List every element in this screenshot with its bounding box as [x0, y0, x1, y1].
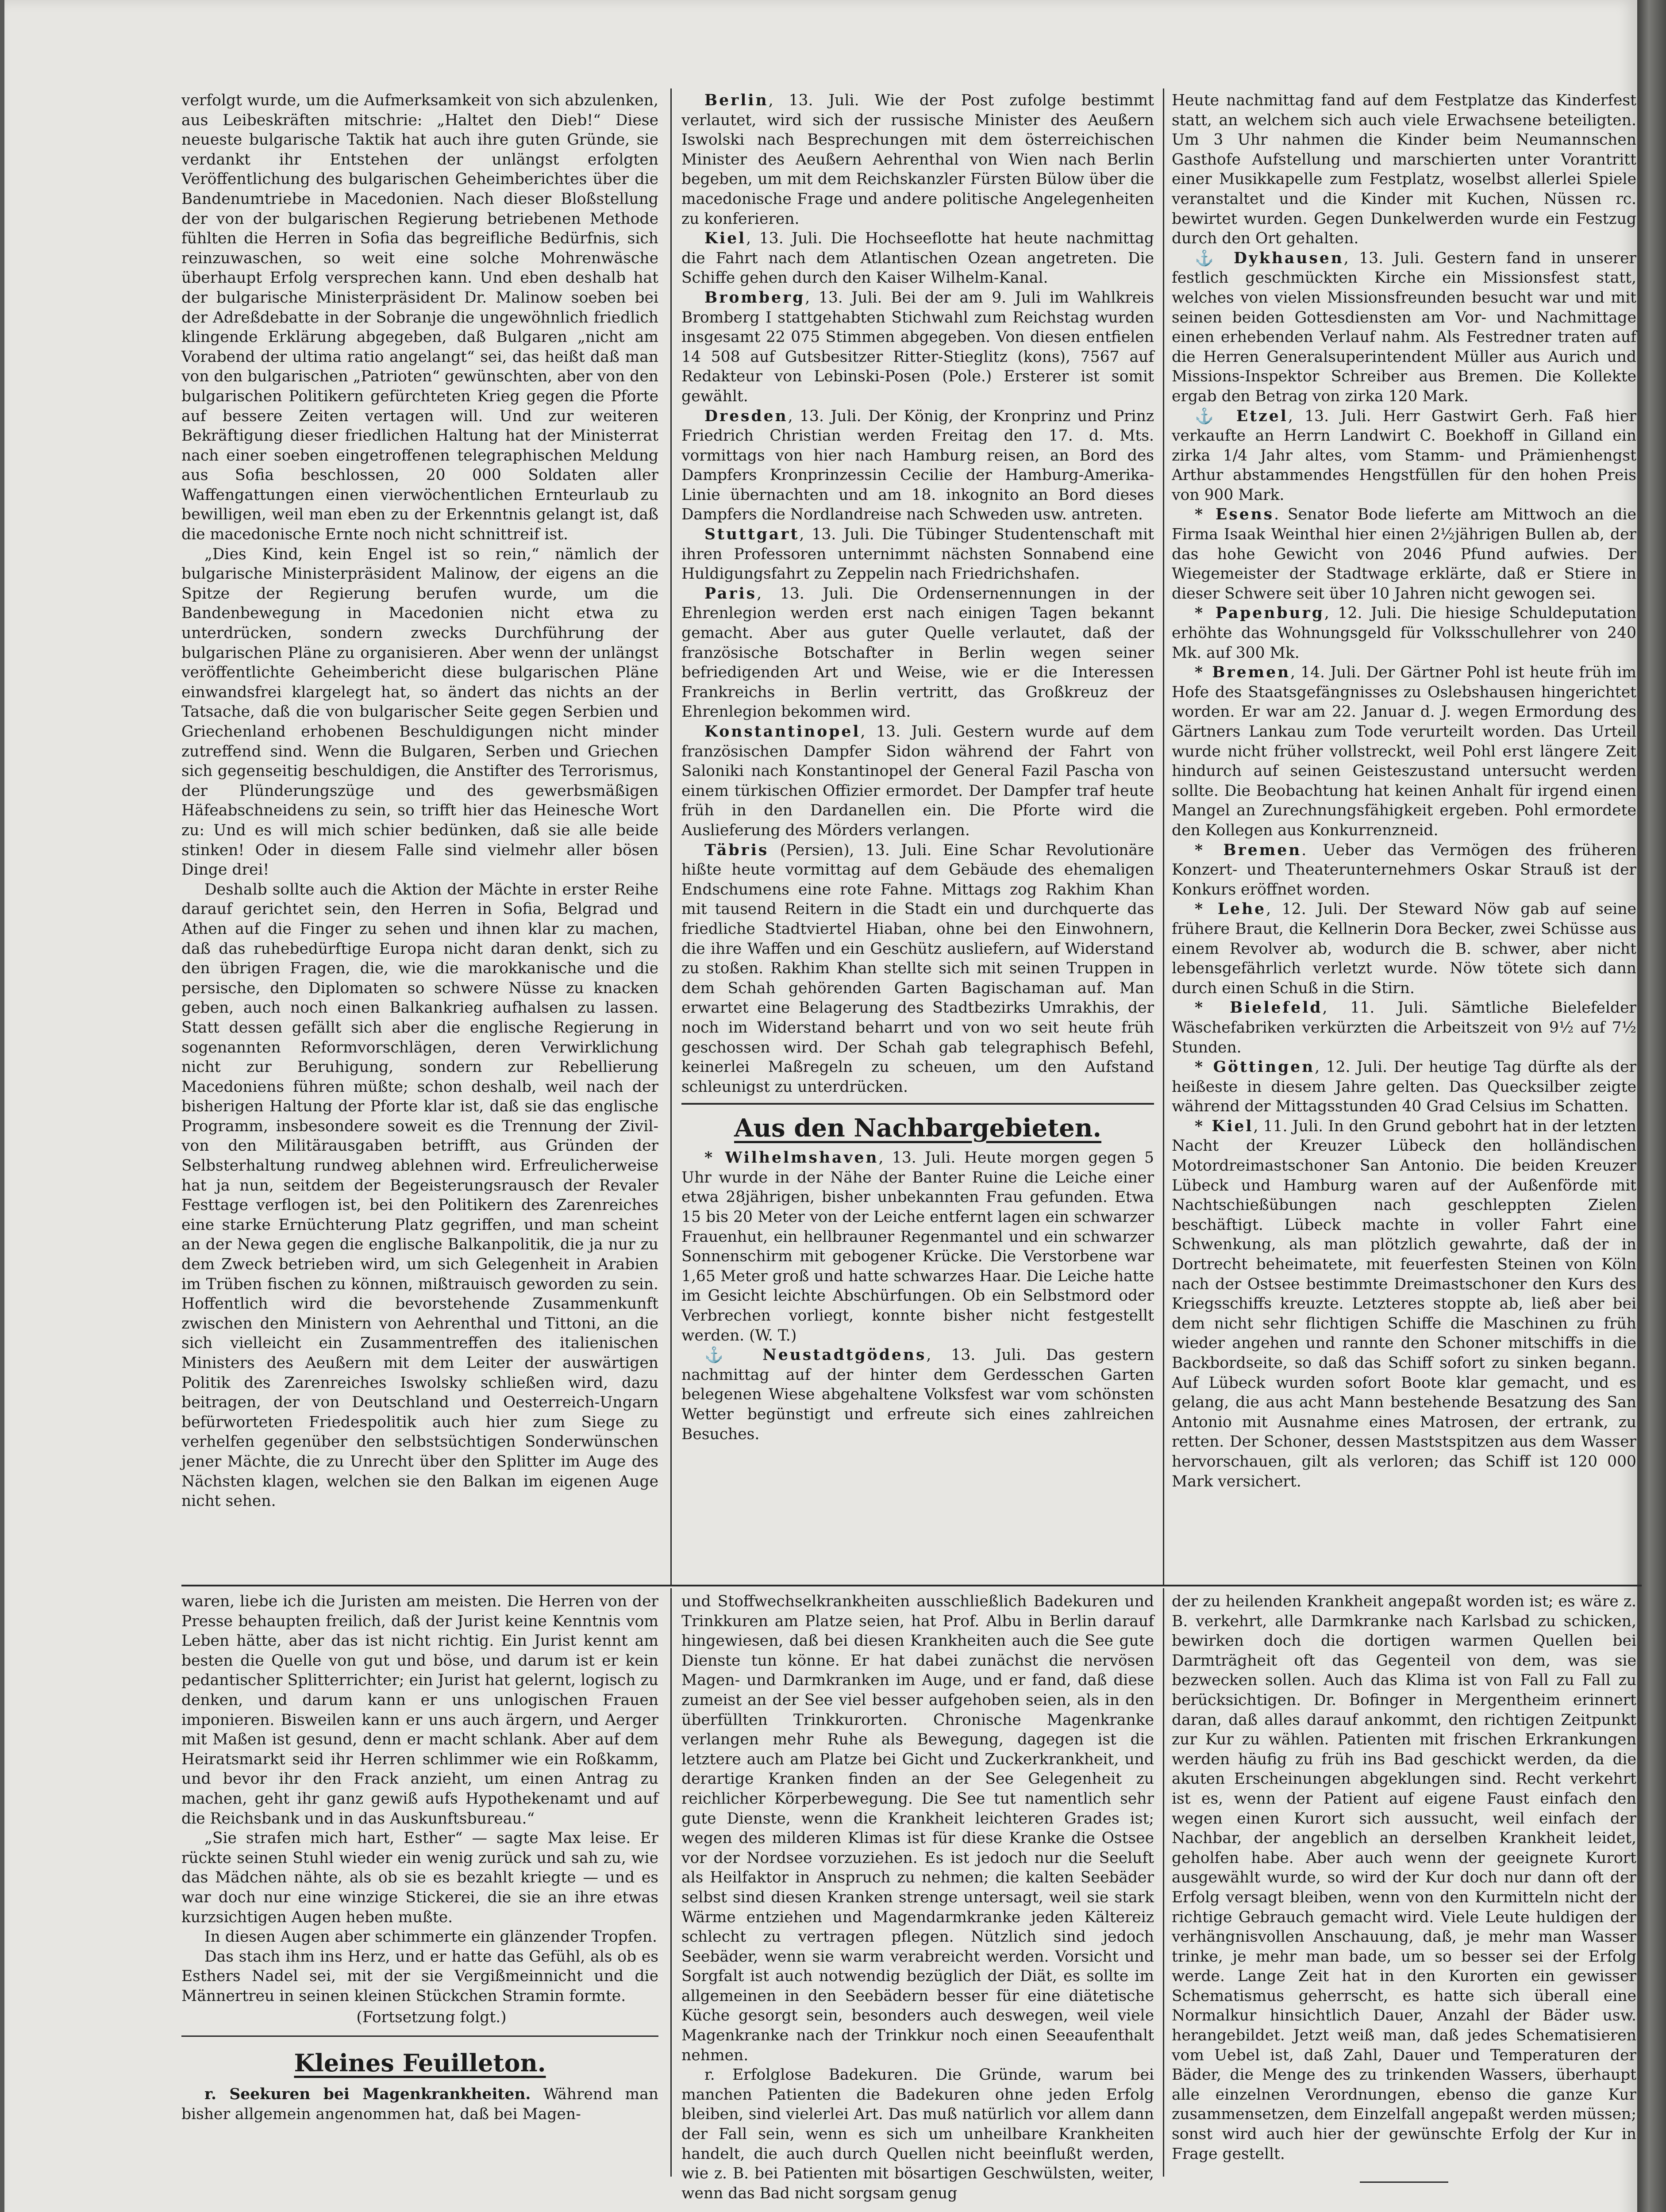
news-dateline-place: ⚓ Neustadtgödens — [704, 1346, 927, 1364]
kleines-feuilleton-heading: Kleines Feuilleton. — [294, 2049, 546, 2078]
editorial-paragraph: Deshalb sollte auch die Aktion der Mächte in erster Reihe darauf gerichtet sein, den Herren in Sofia, Belgrad und Athen auf die Finger zu sehen und ihnen klar zu machen, daß das ruhebedürftige Europa nicht daran denkt, sich zu den übrigen Fragen, die, wie die marokkanische und die persische, den Diplomaten so schwere Nüsse zu knacken geben, auch noch einen Balkankrieg aufhalsen zu lassen. Statt dessen gefällt sich aber die englische Regierung in sogenannten Reformvorschlägen, deren Verwirklichung nicht zur Beruhigung, sondern zur Rebellierung Macedoniens führen müßte; schon deshalb, weil nach der bisherigen Haltung der Pforte klar ist, daß sie das englische Programm, insbesondere soweit es die Trennung der Zivil- von den Militärausgaben betrifft, aus Gründen der Selbsterhaltung rundweg ablehnen wird. Erfreulicherweise hat ja nun, seitdem der Begeisterungsrausch der Revaler Festtage verflogen ist, bei den Politikern des Zarenreiches eine starke Ernüchterung Platz gegriffen, und man scheint an der Newa gegen die englische Balkanpolitik, die ja nur zu dem Zweck betrieben wird, um sich Gelegenheit in Arabien im Trüben fischen zu können, mißtrauisch geworden zu sein. Hoffentlich wird die bevorstehende Zusammenkunft zwischen den Ministern von Aehrenthal und Tittoni, an die sich vielleicht ein Zusammentreffen des italienischen Ministers des Aeußern mit dem Leiter der auswärtigen Politik des Zarenreiches Iswolsky schließen wird, dazu beitragen, der von Deutschland und Oesterreich-Ungarn befürworteten Friedespolitik auch hier zum Siege zu verhelfen gegenüber den selbstsüchtigen Sonderwünschen jener Mächte, die zu Unrecht über den Splitter im Auge des Nächsten klagen, welchen sie den Balkan im eigenen Auge nicht sehen. — [181, 880, 658, 1510]
news-dateline-date: , 13. Juli. — [926, 1346, 1026, 1364]
news-item — [1172, 998, 1636, 1057]
news-item — [681, 584, 1154, 722]
news-dateline-place: * Kiel — [1195, 1117, 1254, 1135]
news-text: Der König, der Kronprinz und Prinz Friedrich Christian werden Freitag den 17. d. Mts. vormittags von hier nach Hamburg reisen, an Bord des Dampfers Kronprinzessin Cecilie der Hamburg-Amerika-Linie übernachten und am 18. inkognito an Bord dieses Dampfers die Nordlandreise nach Schweden usw. antreten. — [681, 407, 1154, 524]
news-dateline-date: , 12. Juli. — [1315, 1058, 1388, 1076]
news-dateline-place: * Bremen — [1195, 841, 1302, 859]
news-item — [1172, 899, 1636, 998]
news-item — [1172, 249, 1636, 407]
news-dateline-place: * Lehe — [1195, 900, 1266, 918]
news-dateline-place: * Esens — [1195, 506, 1274, 524]
news-item — [1172, 663, 1636, 840]
feuilleton-column-2 — [681, 1592, 1154, 2203]
section-rule — [181, 2035, 658, 2037]
news-text: Die Ordensernennungen in der Ehrenlegion werden erst nach einigen Tagen bekannt gemacht. Aber aus guter Quelle verlautet, daß der französische Botschafter in Berlin wegen seiner befriedigenden Art und Weise, wie er die Interessen Frankreichs in Berlin vertritt, das Großkreuz der Ehrenlegion bekommen wird. — [681, 584, 1154, 721]
news-dateline-date: . — [1301, 841, 1307, 859]
news-text: Heute nachmittag fand auf dem Festplatze das Kinderfest statt, an welchem sich auch viele Erwachsene beteiligten. Um 3 Uhr nahmen die Kinder beim Neumannschen Gasthofe Aufstellung und marschierten unter Vorantritt einer Musikkapelle zum Festplatz, woselbst allerlei Spiele veranstaltet und die Kinder mit Kuchen, Nüssen rc. bewirtet wurden. Gegen Dunkelwerden wurde ein Festzug durch den Ort gehalten. — [1172, 92, 1636, 248]
news-text: Sämtliche Bielefelder Wäschefabriken verkürzten die Arbeitszeit von 9½ auf 7½ Stunden. — [1172, 999, 1636, 1056]
news-dateline-date: , 13. Juli. — [860, 723, 942, 741]
seekuren-title: r. Seekuren bei Magenkrankheiten. — [204, 2085, 531, 2104]
news-dateline-date: , 12. Juli. — [1324, 604, 1402, 622]
news-dateline-place: * Papenburg — [1195, 604, 1324, 622]
feuilleton-paragraph: In diesen Augen aber schimmerte ein glänzender Tropfen. — [204, 1928, 657, 1946]
nachbar-heading: Aus den Nachbargebieten. — [734, 1114, 1101, 1143]
news-item — [681, 1148, 1154, 1345]
news-dateline-place: * Wilhelmshaven — [704, 1149, 879, 1167]
column-regional — [1172, 91, 1636, 1491]
column-politics — [181, 91, 658, 1511]
news-text: Wie der Post zufolge bestimmt verlautet, wird sich der russische Minister des Aeußern Iswolski nach Besprechungen mit dem österreichischen Minister des Aeußern Aehrenthal von Wien nach Berlin begeben, um mit dem Reichskanzler Fürsten Bülow über die macedonische Frage und andere politische Angelegenheiten zu konferieren. — [681, 92, 1154, 228]
news-text: Der heutige Tag dürfte als der heißeste in diesem Jahre gelten. Das Quecksilber zeigte während der Mittagsstunden 40 Grad Celsius im Schatten. — [1172, 1058, 1637, 1116]
news-dateline-place: * Göttingen — [1195, 1058, 1315, 1076]
continuation-note: (Fortsetzung folgt.) — [356, 2008, 507, 2027]
news-dateline-place: ⚓ Etzel — [1195, 407, 1288, 425]
page-binding-edge — [1637, 0, 1666, 2212]
news-dateline-place: Kiel — [704, 230, 746, 248]
column-rule-3 — [670, 1588, 672, 2177]
news-text: Der Gärtner Pohl ist heute früh im Hofe des Staatsgefängnisses zu Oslebshausen hingerichtet worden. Er war am 22. Januar d. J. wegen Ermordung des Gärtners Lankau zum Tode verurteilt worden. Das Urteil wurde nicht früher vollstreckt, weil Pohl erst längere Zeit hindurch auf seinen Geisteszustand untersucht werden sollte. Die Beobachtung hat keinen Anhalt für irgend einen Mangel an Zurechnungsfähigkeit ergeben. Pohl ermordete den Kollegen aus Konkurrenzneid. — [1172, 664, 1636, 839]
news-item — [681, 841, 1154, 1097]
news-dateline-date: . — [1274, 506, 1279, 524]
feuilleton-separator — [181, 1585, 1642, 1586]
news-dateline-date: (Persien), 13. Juli. — [769, 841, 932, 859]
news-dateline-date: , 11. Juli. — [1322, 999, 1428, 1017]
news-text: Heute morgen gegen 5 Uhr wurde in der Nähe der Banter Ruine die Leiche einer etwa 28jährigen, bisher unbekannten Frau gefunden. Etwa 15 bis 20 Meter von der Leiche entfernt lagen ein schwarzer Frauenhut, ein hellbrauner Regenmantel und ein schwarzer Sonnenschirm mit gebogener Krücke. Die Verstorbene war 1,65 Meter groß und hatte schwarzes Haar. Die Leiche hatte im Gesicht leichte Abschürfungen. Ob ein Selbstmord oder Verbrechen vorliegt, konnte bisher nicht festgestellt werden. (W. T.) — [681, 1149, 1154, 1344]
news-dateline-place: Paris — [704, 584, 757, 603]
news-dateline-date: , 13. Juli. — [757, 584, 854, 603]
feuilleton-paragraph: „Sie strafen mich hart, Esther“ — sagte Max leise. Er rückte seinen Stuhl wieder ein wenig zurück und sah zu, wie das Mädchen nähte, als ob sie es bezahlt kriegte — und es war doch nur eine winzige Stickerei, die sie an ihre etwas kurzsichtigen Augen heben mußte. — [181, 1829, 658, 1926]
news-text: Gestern fand in unserer festlich geschmückten Kirche ein Missionsfest statt, welches von vielen Missionsfreunden besucht war und mit seinen beiden Gottesdiensten am Vor- und Nachmittage einen erhebenden Verlauf nahm. Als Festredner traten auf die Herren Generalsuperintendent Müller aus Aurich und Missions-Inspektor Schreiber aus Bremen. Die Kollekte ergab den Betrag von zirka 120 Mark. — [1172, 249, 1636, 405]
news-text: Gestern wurde auf dem französischen Dampfer Sidon während der Fahrt von Saloniki nach Konstantinopel der General Fazil Pascha von einem türkischen Offizier ermordet. Der Dampfer traf heute früh in den Dardanellen ein. Die Pforte wird die Auslieferung des Mörders verlangen. — [681, 723, 1154, 839]
feuilleton-paragraph: und Stoffwechselkrankheiten ausschließlich Badekuren und Trinkkuren am Platze seien, hat Prof. Albu in Berlin darauf hingewiesen, daß bei diesen Krankheiten auch die See gute Dienste tun könne. Er hat dabei zunächst die nervösen Magen- und Darmkranken im Auge, und er fand, daß diese zumeist an der See viel besser aufgehoben seien, als in den überfüllten Trinkkurorten. Chronische Magenkranke verlangen mehr Ruhe als Bewegung, dagegen ist die letztere auch am Platze bei Gicht und Zuckerkrankheit, und derartige Kranken finden an der See Gelegenheit zu reichlicher Körperbewegung. Die See tut namentlich sehr gute Dienste, wenn die Krankheit leichteren Grades ist; wegen des milderen Klimas ist für diese Kranke die Ostsee vor der Nordsee vorzuziehen. Es ist jedoch nur die Seeluft als Heilfaktor in Anspruch zu nehmen; die kalten Seebäder selbst sind diesen Kranken strenge untersagt, weil sie stark Wärme entziehen und Magendarmkranke jeden Kältereiz schlecht zu vertragen pflegen. Nützlich sind jedoch Seebäder, wenn sie warm verabreicht werden. Vorsicht und Sorgfalt ist auch notwendig bezüglich der Diät, es sollte im allgemeinen in den Seebädern besser für eine diätetische Küche gesorgt sein, besonders auch deswegen, weil viele Magenkranke nach der Trinkkur noch einen Seeaufenthalt nehmen. — [681, 1593, 1154, 2064]
news-dateline-date: , 13. Juli. — [878, 1149, 956, 1167]
column-rule-2 — [1163, 88, 1164, 1586]
news-dateline-date: , 13. Juli. — [788, 407, 862, 425]
feuilleton-column-3 — [1172, 1592, 1636, 2183]
news-text: Eine Schar Revolutionäre hißte heute vormittag auf dem Gebäude des ehemaligen Endschumens eine rote Fahne. Mittags zog Rakhim Khan mit tausend Reitern in die Stadt ein und durchquerte das friedliche Stadtviertel Hiaban, ohne bei den Einwohnern, die ihre Waffen und ein Geschütz ausliefern, auf Widerstand zu stoßen. Rakhim Khan stellte sich mit seinen Truppen in dem Schah gehörenden Garten Bagischaman auf. Man erwartet eine Belagerung des Stadtbezirks Umrakhis, der noch im Widerstand beharrt und von wo seit heute früh geschossen wird. Der Schah gab telegraphisch Befehl, keinerlei Maßregeln zu scheuen, um den Aufstand schleunigst zu unterdrücken. — [681, 841, 1154, 1096]
editorial-paragraph: „Dies Kind, kein Engel ist so rein,“ nämlich der bulgarische Ministerpräsident Malinow, der eigens an die Spitze der Regierung berufen wurde, um die Bandenbewegung in Macedonien nicht etwa zu unterdrücken, sondern zwecks Durchführung der bulgarischen Pläne zu organisieren. Aber wenn der unlängst veröffentlichte Geheimbericht diese bulgarischen Pläne einwandsfrei klargelegt hat, so ändert das nichts an der Tatsache, daß die von bulgarischer Seite gegen Serbien und Griechenland erhobenen Beschuldigungen nicht minder zutreffend sind. Wenn die Bulgaren, Serben und Griechen sich gegenseitig beschuldigen, die Anstifter des Terrorismus, der Plünderungszüge und des gewerbsmäßigen Häfeabschneidens zu sein, so trifft hier das Heinesche Wort zu: Und es will mich schier bedünken, daß sie alle beide stinken! Oder in diesem Falle sind vielmehr aller bösen Dinge drei! — [181, 545, 658, 879]
news-dateline-place: Bromberg — [704, 288, 805, 307]
end-rule — [1360, 2181, 1448, 2183]
seekuren-intro — [181, 2085, 658, 2124]
seekuren-text: Während man bisher allgemein angenommen hat, daß bei Magen- — [181, 2085, 659, 2123]
news-text: Die Hochseeflotte hat heute nachmittag die Fahrt nach dem Atlantischen Ozean angetreten. Die Schiffe gehen durch den Kaiser Wilhelm-Kanal. — [681, 230, 1154, 287]
news-text: Das gestern nachmittag auf der hinter dem Gerdesschen Garten belegenen Wiese abgehaltene Volksfest war vom schönsten Wetter begünstigt und erfreute sich eines zahlreichen Besuches. — [681, 1346, 1154, 1443]
news-item — [681, 407, 1154, 525]
news-dateline-place: * Bielefeld — [1195, 999, 1323, 1017]
news-text: Bei der am 9. Juli im Wahlkreis Bromberg I stattgehabten Stichwahl zum Reichstag wurden insgesamt 22 075 Stimmen abgegeben. Von diesen entfielen 14 508 auf Gutsbesitzer Ritter-Stieglitz (kons), 7567 auf Redakteur von Lebinski-Posen (Pole.) Ersterer ist somit gewählt. — [681, 288, 1154, 405]
news-dateline-date: , 13. Juli. — [746, 230, 823, 248]
news-item — [1172, 1117, 1636, 1491]
news-dateline-date: , 14. Juli. — [1290, 664, 1361, 682]
news-text: Ueber das Vermögen des früheren Konzert- und Theaterunternehmers Oskar Strauß ist der Konkurs eröffnet worden. — [1172, 841, 1636, 899]
news-dateline-place: Dresden — [704, 407, 788, 425]
news-dateline-date: , 11. Juli. — [1253, 1117, 1323, 1135]
news-dateline-date: , 13. Juli. — [768, 92, 859, 109]
news-dateline-place: Konstantinopel — [704, 723, 861, 741]
news-text: In den Grund gebohrt hat in der letzten Nacht der Kreuzer Lübeck den holländischen Motordreimastschoner San Antonio. Die beiden Kreuzer Lübeck und Hamburg waren auf der Außenförde mit Nachtschießübungen nach geschleppten Zielen beschäftigt. Lübeck machte in voller Fahrt eine Schwenkung, als man plötzlich gewahrte, daß der in Dortrecht beheimatete, mit feuerfesten Steinen von Köln nach der Ostsee bestimmte Dreimastschoner den Kurs des Kriegsschiffs kreuzte. Letzteres stoppte ab, ließ aber bei dem nicht sehr flichtigen Schiffe die Maschinen zu früh wieder angehen und rannte den Schoner mitschiffs in die Backbordseite, so daß das Schiff sofort zu sinken begann. Auf Lübeck wurden sofort Boote klar gemacht, und es gelang, die aus acht Mann bestehende Besatzung des San Antonio mit Ausnahme eines Matrosen, der ertrank, zu retten. Der Schoner, dessen Maststspitzen aus dem Wasser hervorschauen, gilt als verloren; das Schiff ist 120 000 Mark versichert. — [1172, 1117, 1637, 1490]
feuilleton-paragraph: Das stach ihm ins Herz, und er hatte das Gefühl, als ob es Esthers Nadel sei, mit der sie Vergißmeinnicht und die Männertreu in seinen kleinen Stückchen Stramin formte. — [181, 1947, 658, 2005]
news-dateline-place: Berlin — [704, 92, 769, 109]
column-telegrams — [681, 91, 1154, 1444]
news-item — [1172, 407, 1636, 505]
news-item — [1172, 505, 1636, 603]
feuilleton-paragraph: r. Erfolglose Badekuren. Die Gründe, warum bei manchen Patienten die Badekuren ohne jeden Erfolg bleiben, sind vielerlei Art. Das muß natürlich vor allem dann der Fall sein, wenn es sich um unheilbare Krankheiten handelt, die auch durch Quellen nicht beeinflußt werden, wie z. B. bei Patienten mit bösartigen Geschwülsten, weiter, wenn das Bad nicht sorgsam genug — [681, 2066, 1154, 2202]
news-dateline-place: ⚓ Dykhausen — [1195, 249, 1344, 267]
news-text: Der Steward Nöw gab auf seine frühere Braut, die Kellnerin Dora Becker, zwei Schüsse aus einem Revolver ab, wodurch die B. schwer, aber nicht lebensgefährlich verletzt wurde. Nöw tötete sich dann durch einen Schuß in die Stirn. — [1172, 900, 1636, 997]
news-dateline-date: , 12. Juli. — [1266, 900, 1348, 918]
news-text: Die hiesige Schuldeputation erhöhte das Wohnungsgeld für Volksschullehrer von 240 Mk. auf 300 Mk. — [1172, 604, 1637, 662]
news-dateline-date: , 13. Juli. — [1343, 249, 1424, 267]
column-rule-1 — [670, 88, 672, 1586]
feuilleton-paragraph: waren, liebe ich die Juristen am meisten. Die Herren von der Presse behaupten freilich, daß der Jurist keine Kenntnis vom Leben hätte, aber das ist nicht richtig. Ein Jurist kennt am besten die Quelle von gut und böse, und darum ist er kein pedantischer Splitterrichter; ein Jurist hat gelernt, logisch zu denken, und darum kann er uns unlogischen Frauen imponieren. Bisweilen kann er uns auch ärgern, und Aerger mit Maßen ist gesund, denn er macht schlank. Aber auf dem Heiratsmarkt seid ihr Herren schlimmer wie ein Roßkamm, und bevor ihr den Frack anzieht, um einen Antrag zu machen, geht ihr ganz gewiß aufs Hypothekenamt und auf die Reichsbank und in das Auskunftsbureau.“ — [181, 1593, 658, 1828]
news-item — [1172, 1057, 1636, 1117]
editorial-paragraph: verfolgt wurde, um die Aufmerksamkeit von sich abzulenken, aus Leibeskräften mitschrie: „Haltet den Dieb!“ Diese neueste bulgarische Taktik hat auch ihre guten Gründe, sie verdankt ihr Entstehen der unlängst erfolgten Veröffentlichung des bulgarischen Geheimberichtes über die Bandenumtriebe in Macedonien. Nach dieser Bloßstellung der von der bulgarischen Regierung betriebenen Methode fühlten die Herren in Sofia das begreifliche Bedürfnis, sich reinzuwaschen, so weit eine solche Mohrenwäsche überhaupt Erfolg versprechen kann. Und eben deshalb hat der bulgarische Ministerpräsident Dr. Malinow soeben bei der Adreßdebatte in der Sobranje die ungewöhnlich friedlich klingende Erklärung abgegeben, daß Bulgaren „nicht am Vorabend der ultima ratio angelangt“ sei, das heißt daß man von den bulgarischen „Patrioten“ gewünschten, aber von den bulgarischen Politikern gefürchteten Krieg gegen die Pforte auf bessere Zeiten vertagen will. Und zur weiteren Bekräftigung dieser friedlichen Haltung hat der Ministerrat nach einer soeben eingetroffenen telegraphischen Meldung aus Sofia beschlossen, 20 000 Soldaten aller Waffengattungen einen vierwöchentlichen Ernteurlaub zu bewilligen, weil man eben zu der Erkenntnis gelangt ist, daß die macedonische Ernte noch nicht schnittreif ist. — [181, 92, 658, 544]
news-dateline-date: , 13. Juli. — [1288, 407, 1371, 425]
news-item — [1172, 841, 1636, 900]
column-rule-4 — [1163, 1588, 1164, 2177]
news-text: Die Tübinger Studentenschaft mit ihren Professoren unternimmt nächsten Sonnabend eine Huldigungsfahrt zu Zeppelin nach Friedrichshafen. — [681, 526, 1154, 583]
news-text: Herr Gastwirt Gerh. Faß hier verkaufte an Herrn Landwirt C. Boekhoff in Gilland ein zirka 1/4 Jahr altes, vom Stamm- und Prämienhengst Arthur abstammendes Hengstfüllen für den hohen Preis von 900 Mark. — [1172, 407, 1636, 504]
feuilleton-paragraph: der zu heilenden Krankheit angepaßt worden ist; es wäre z. B. verkehrt, alle Darmkranke nach Karlsbad zu schicken, bewirken doch die dortigen warmen Quellen bei Darmträgheit oft das Gegenteil von dem, was sie bezwecken sollen. Auch das Klima ist von Fall zu Fall zu berücksichtigen. Dr. Bofinger in Mergentheim erinnert daran, daß alles darauf ankommt, den richtigen Zeitpunkt zur Kur zu wählen. Patienten mit frischen Erkrankungen werden häufig zu früh ins Bad geschickt werden, da die akuten Erscheinungen abgeklungen sind. Recht verkehrt ist es, wenn der Patient auf eigene Faust einfach den wegen einen Kurort sich aussucht, weil einfach der Nachbar, der angeblich an derselben Krankheit leidet, geholfen habe. Aber auch wenn der geeignete Kurort ausgewählt wurde, so wird der Kur doch nur dann oft der Erfolg versagt bleiben, wenn von den Kurmitteln nicht der richtige Gebrauch gemacht wird. Viele Leute huldigen der verhängnisvollen Anschauung, daß, je mehr man Wasser trinke, je mehr man bade, um so besser sei der Erfolg werde. Lange Zeit hat in den Kurorten ein gewisser Schematismus geherrscht, es hatte sich überall eine Normalkur hinsichtlich Dauer, Anzahl der Bäder usw. herangebildet. Jetzt weiß man, daß jedes Schematisieren vom Uebel ist, daß Zahl, Dauer und Temperaturen der Bäder, die Menge des zu trinkenden Wassers, überhaupt alle einzelnen Verordnungen, ebenso die ganze Kur zusammensetzen, dem Einzelfall angepaßt werden müssen; sonst wird auch hier der gewünschte Erfolg der Kur in Frage gestellt. — [1172, 1593, 1636, 2163]
news-item — [681, 91, 1154, 229]
news-item — [681, 1345, 1154, 1444]
news-item — [681, 722, 1154, 841]
news-dateline-date: , 13. Juli. — [805, 288, 882, 307]
news-dateline-place: * Bremen — [1195, 664, 1291, 682]
news-item — [681, 525, 1154, 584]
news-item — [1172, 603, 1636, 663]
news-dateline-date: , 13. Juli. — [799, 526, 874, 544]
feuilleton-column-1 — [181, 1592, 658, 2124]
section-rule — [681, 1103, 1154, 1105]
news-dateline-place: Stuttgart — [704, 526, 800, 544]
news-dateline-place: Täbris — [704, 841, 769, 859]
news-item — [681, 288, 1154, 407]
news-item — [1172, 91, 1636, 249]
news-text: Senator Bode lieferte am Mittwoch an die Firma Isaak Weinthal hier einen 2½jährigen Bullen ab, der das hohe Gewicht von 2046 Pfund aufwies. Der Wiegemeister der Stadtwage erklärte, daß er Stiere in dieser Schwere seit über 10 Jahren nicht gewogen sei. — [1172, 506, 1637, 603]
news-item — [681, 229, 1154, 288]
